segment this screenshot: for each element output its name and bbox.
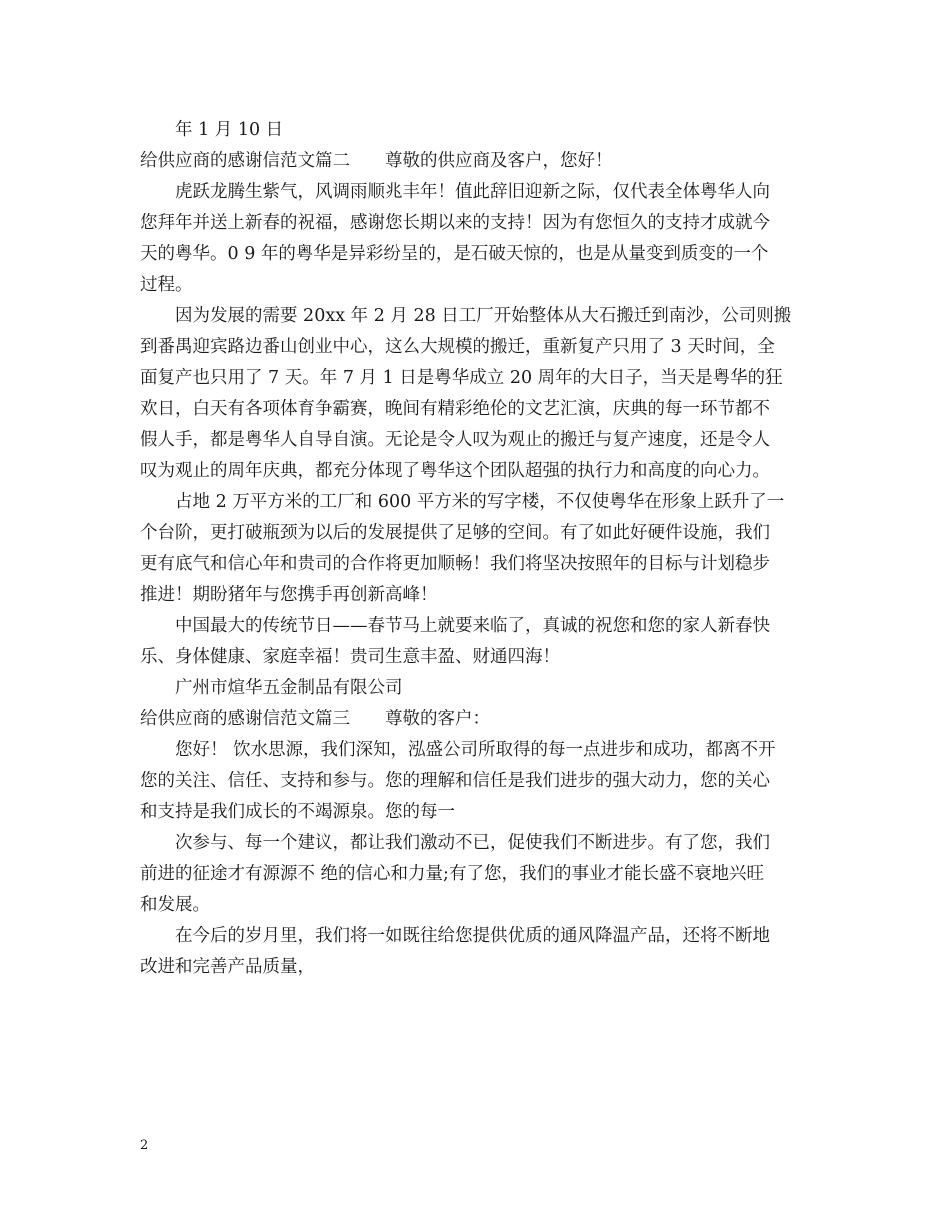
text-line: 中国最大的传统节日——春节马上就要来临了，真诚的祝您和您的家人新春快 [175, 616, 770, 636]
text-line: 推进！期盼猪年与您携手再创新高峰！ [140, 585, 438, 605]
text-line: 在今后的岁月里，我们将一如既往给您提供优质的通风降温产品，还将不断地 [175, 926, 770, 946]
text-line: 和支持是我们成长的不竭源泉。您的每一 [140, 802, 455, 822]
text-line: 欢日，白天有各项体育争霸赛，晚间有精彩绝伦的文艺汇演，庆典的每一环节都不 [140, 399, 770, 419]
text-line: 给供应商的感谢信范文篇二 尊敬的供应商及客户，您好！ [140, 151, 613, 171]
text-line: 占地 2 万平方米的工厂和 600 平方米的写字楼，不仅使粤华在形象上跃升了一 [175, 492, 785, 512]
text-line: 过程。 [140, 275, 193, 295]
text-line: 虎跃龙腾生紫气，风调雨顺兆丰年！值此辞旧迎新之际，仅代表全体粤华人向 [175, 182, 770, 202]
text-line: 面复产也只用了 7 天。年 7 月 1 日是粤华成立 20 周年的大日子，当天是粤华的狂 [140, 368, 783, 388]
text-line: 假人手，都是粤华人自导自演。无论是令人叹为观止的搬迁与复产速度，还是令人 [140, 430, 770, 450]
text-line: 次参与、每一个建议，都让我们激动不已，促使我们不断进步。有了您，我们 [175, 833, 770, 853]
text-line: 您的关注、信任、支持和参与。您的理解和信任是我们进步的强大动力，您的关心 [140, 771, 770, 791]
text-line: 更有底气和信心年和贵司的合作将更加顺畅！我们将坚决按照年的目标与计划稳步 [140, 554, 770, 574]
text-line: 和发展。 [140, 895, 210, 915]
text-line: 个台阶，更打破瓶颈为以后的发展提供了足够的空间。有了如此好硬件设施，我们 [140, 523, 770, 543]
text-line: 天的粤华。0 9 年的粤华是异彩纷呈的，是石破天惊的，也是从量变到质变的一个 [140, 244, 769, 264]
text-line: 给供应商的感谢信范文篇三 尊敬的客户： [140, 709, 490, 729]
page-number: 2 [140, 1138, 149, 1153]
text-line: 前进的征途才有源源不 绝的信心和力量;有了您，我们的事业才能长盛不衰地兴旺 [140, 864, 764, 884]
document-body [140, 115, 815, 983]
text-line: 年 1 月 10 日 [175, 120, 284, 140]
text-line: 改进和完善产品质量， [140, 957, 315, 977]
text-line: 广州市煊华五金制品有限公司 [175, 678, 403, 698]
text-line: 乐、身体健康、家庭幸福！贵司生意丰盈、财通四海！ [140, 647, 560, 667]
text-line: 因为发展的需要 20xx 年 2 月 28 日工厂开始整体从大石搬迁到南沙，公司则搬 [175, 306, 792, 326]
text-line: 您好！ 饮水思源，我们深知，泓盛公司所取得的每一点进步和成功，都离不开 [175, 740, 776, 760]
text-line: 叹为观止的周年庆典，都充分体现了粤华这个团队超强的执行力和高度的向心力。 [140, 461, 770, 481]
text-line: 到番禺迎宾路边番山创业中心，这么大规模的搬迁，重新复产只用了 3 天时间，全 [140, 337, 775, 357]
text-line: 您拜年并送上新春的祝福，感谢您长期以来的支持！因为有您恒久的支持才成就今 [140, 213, 770, 233]
